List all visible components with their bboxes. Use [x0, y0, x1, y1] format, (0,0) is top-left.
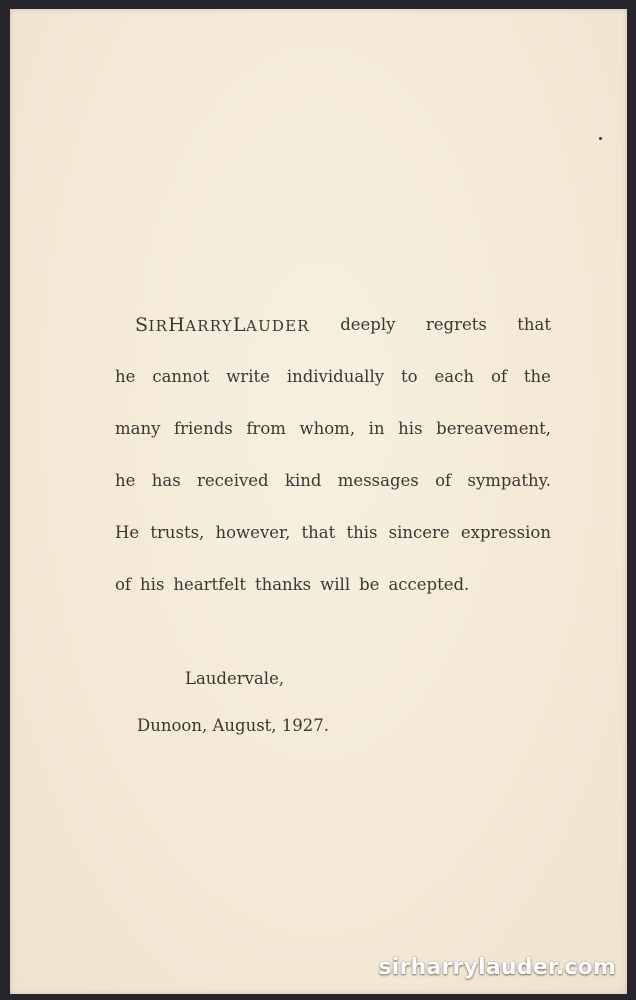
message-word: he — [115, 471, 136, 490]
message-word: whom, — [299, 419, 356, 438]
message-word: from — [246, 419, 286, 438]
message-word: expression — [460, 523, 551, 542]
message-word: deeply — [340, 315, 396, 334]
message-word: messages — [337, 471, 419, 490]
message-word: the — [523, 367, 551, 386]
message-word: each — [434, 367, 474, 386]
message-word: in — [368, 419, 385, 438]
signoff-date: Dunoon, August, 1927. — [137, 716, 330, 735]
message-word: kind — [284, 471, 322, 490]
message-word: sympathy. — [467, 471, 551, 490]
message-word: be — [359, 575, 380, 594]
message-word: he — [115, 367, 136, 386]
message-word: accepted. — [388, 575, 470, 594]
message-word: thanks — [254, 575, 312, 594]
signoff-place: Laudervale, — [185, 669, 285, 688]
condolence-card — [10, 9, 627, 994]
message-word: this — [346, 523, 378, 542]
sender-name: SIRHARRYLAUDER — [135, 314, 310, 336]
message-word: his — [140, 575, 165, 594]
message-line — [115, 461, 551, 513]
message-word: of — [435, 471, 452, 490]
message-word: regrets — [425, 315, 487, 334]
message-word: sincere — [388, 523, 450, 542]
message-line — [115, 513, 551, 565]
message-word: of — [115, 575, 132, 594]
message-word: that — [301, 523, 336, 542]
message-word: to — [401, 367, 418, 386]
message-word: received — [197, 471, 269, 490]
message-line — [115, 357, 551, 409]
message-word: He — [115, 523, 140, 542]
message-word: cannot — [152, 367, 210, 386]
message-word: of — [490, 367, 507, 386]
message-word: has — [151, 471, 181, 490]
message-line — [115, 305, 551, 357]
message-word: his — [398, 419, 423, 438]
message-body — [115, 305, 551, 617]
message-word: friends — [174, 419, 233, 438]
message-word: however, — [215, 523, 291, 542]
site-watermark: sirharrylauder.com — [378, 955, 616, 980]
message-word: bereavement, — [436, 419, 551, 438]
message-word: will — [320, 575, 351, 594]
message-line — [115, 409, 551, 461]
message-word: heartfelt — [173, 575, 246, 594]
message-word: trusts, — [150, 523, 205, 542]
message-word: many — [115, 419, 161, 438]
message-line — [115, 565, 551, 617]
message-word: individually — [286, 367, 385, 386]
message-word: that — [517, 315, 551, 334]
paper-speck — [599, 137, 602, 140]
message-word: write — [226, 367, 270, 386]
